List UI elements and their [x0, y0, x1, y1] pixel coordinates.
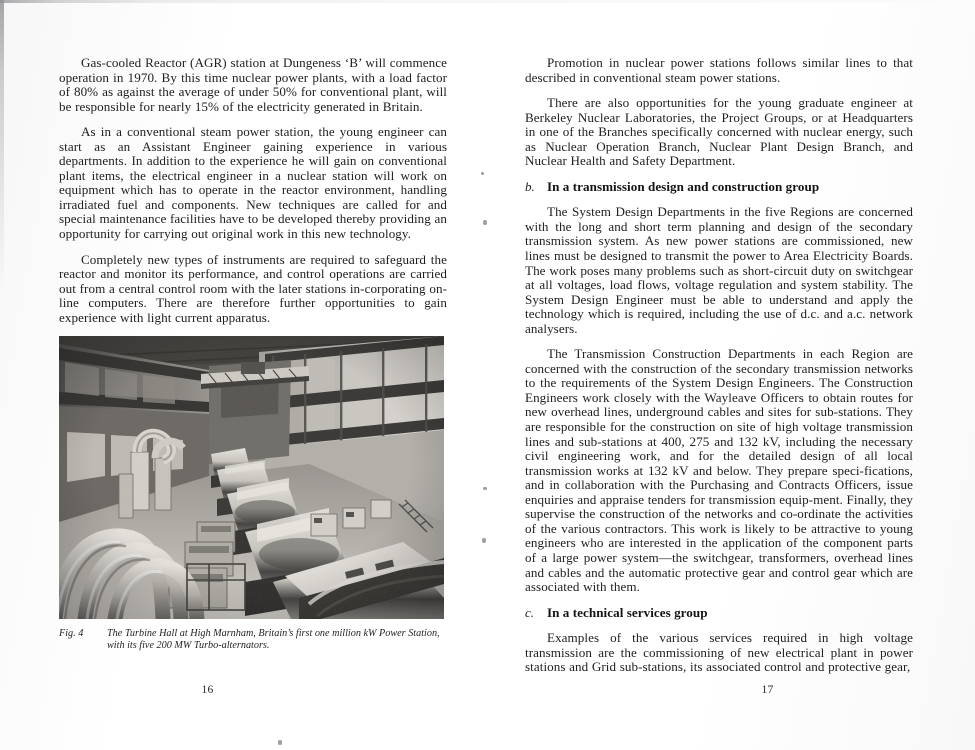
figure-label: Fig. 4 [59, 628, 84, 640]
text-column-right [525, 56, 913, 686]
paragraph: Examples of the various services required in high voltage transmission are the commissioning of new electrical plant in power stations and Grid sub-stations, its associated control and protective gear, [525, 630, 913, 675]
page-left [0, 0, 487, 750]
paragraph: The Transmission Construction Departments in each Region are concerned with the construction of the secondary transmission networks to the requirements of the System Design Engineers. The Construction Engineers work closely with the Wayleave Officers to obtain routes for new overhead lines, underground cables and sites for sub-stations. They are responsible for the construction on site of high voltage transmission lines and sub-stations at 400, 275 and 132 kV, including the necessary civil engineering work, and for the detailed design of all local transmission works at 132 kV and below. They prepare speci-fications, and in collaboration with the Purchasing and Contracts Officers, issue enquiries and appraise tenders for transmission equip-ment. Finally, they supervise the construction of the networks and co-ordinate the activities of the various contractors. This work is likely to be attractive to young engineers who are interested in the application of the component parts of a large power system—the switchgear, transformers, overhead lines and cables and the automatic protective gear and control gear which are associated with them. [525, 346, 913, 595]
paragraph: There are also opportunities for the young graduate engineer at Berkeley Nuclear Laboratories, the Project Groups, or at Headquarters in one of the Branches specifically concerned with nuclear energy, such as Nuclear Operation Branch, Nuclear Plant Design Branch, and Nuclear Health and Safety Department. [525, 95, 913, 169]
paragraph: Gas-cooled Reactor (AGR) station at Dungeness ‘B’ will commence operation in 1970. By this time nuclear power plants, with a load factor of 80% as against the average of under 50% for conventional plant, will be responsible for nearly 15% of the electricity generated in Britain. [59, 55, 447, 114]
paragraph: Promotion in nuclear power stations follows similar lines to that described in conventional steam power stations. [525, 55, 913, 85]
subheading-marker: c. [525, 604, 535, 620]
figure-4 [59, 336, 447, 651]
text-column-left [59, 56, 447, 651]
paragraph: The System Design Departments in the five Regions are concerned with the long and short term planning and design of the secondary transmission system. As new power stations are commissioned, new lines must be designed to transmit the power to Area Electricity Boards. The work poses many problems such as short-circuit duty on switchgear at all voltages, load flows, voltage regulation and system stability. The System Design Engineer must be able to understand and apply the technology which is required, including the use of d.c. and a.c. network analysers. [525, 204, 913, 336]
subheading-b [525, 180, 913, 195]
figure-caption-text: The Turbine Hall at High Marnham, Britain’s first one million kW Power Station, with its five 200 MW Turbo-alternators. [107, 628, 440, 651]
subheading-marker: b. [525, 178, 535, 194]
page-number-right: 17 [761, 683, 774, 696]
paragraph: As in a conventional steam power station, the young engineer can start as an Assistant Engineer gaining experience in various departments. In addition to the experience he will gain on conventional plant items, the electrical engineer in a nuclear station will work on equipment which has to operate in the reactor environment, handling irradiated fuel and components. New techniques are called for and special maintenance facilities have to be developed thereby providing an opportunity for carrying out original work in this new technology. [59, 124, 447, 242]
turbine-hall-photograph [59, 336, 444, 619]
turbine-hall-photo-graphic [59, 336, 444, 619]
subheading-text: In a transmission design and construction group [547, 178, 820, 194]
page-number-left: 16 [201, 683, 214, 696]
subheading-text: In a technical services group [547, 604, 708, 620]
figure-caption [59, 628, 447, 651]
paragraph: Completely new types of instruments are required to safeguard the reactor and monitor its performance, and control operations are carried out from a central control room with the later stations in-corporating on-line computers. There are therefore further opportunities to gain experience with light current apparatus. [59, 251, 447, 325]
page-right [488, 0, 975, 750]
subheading-c [525, 606, 913, 621]
